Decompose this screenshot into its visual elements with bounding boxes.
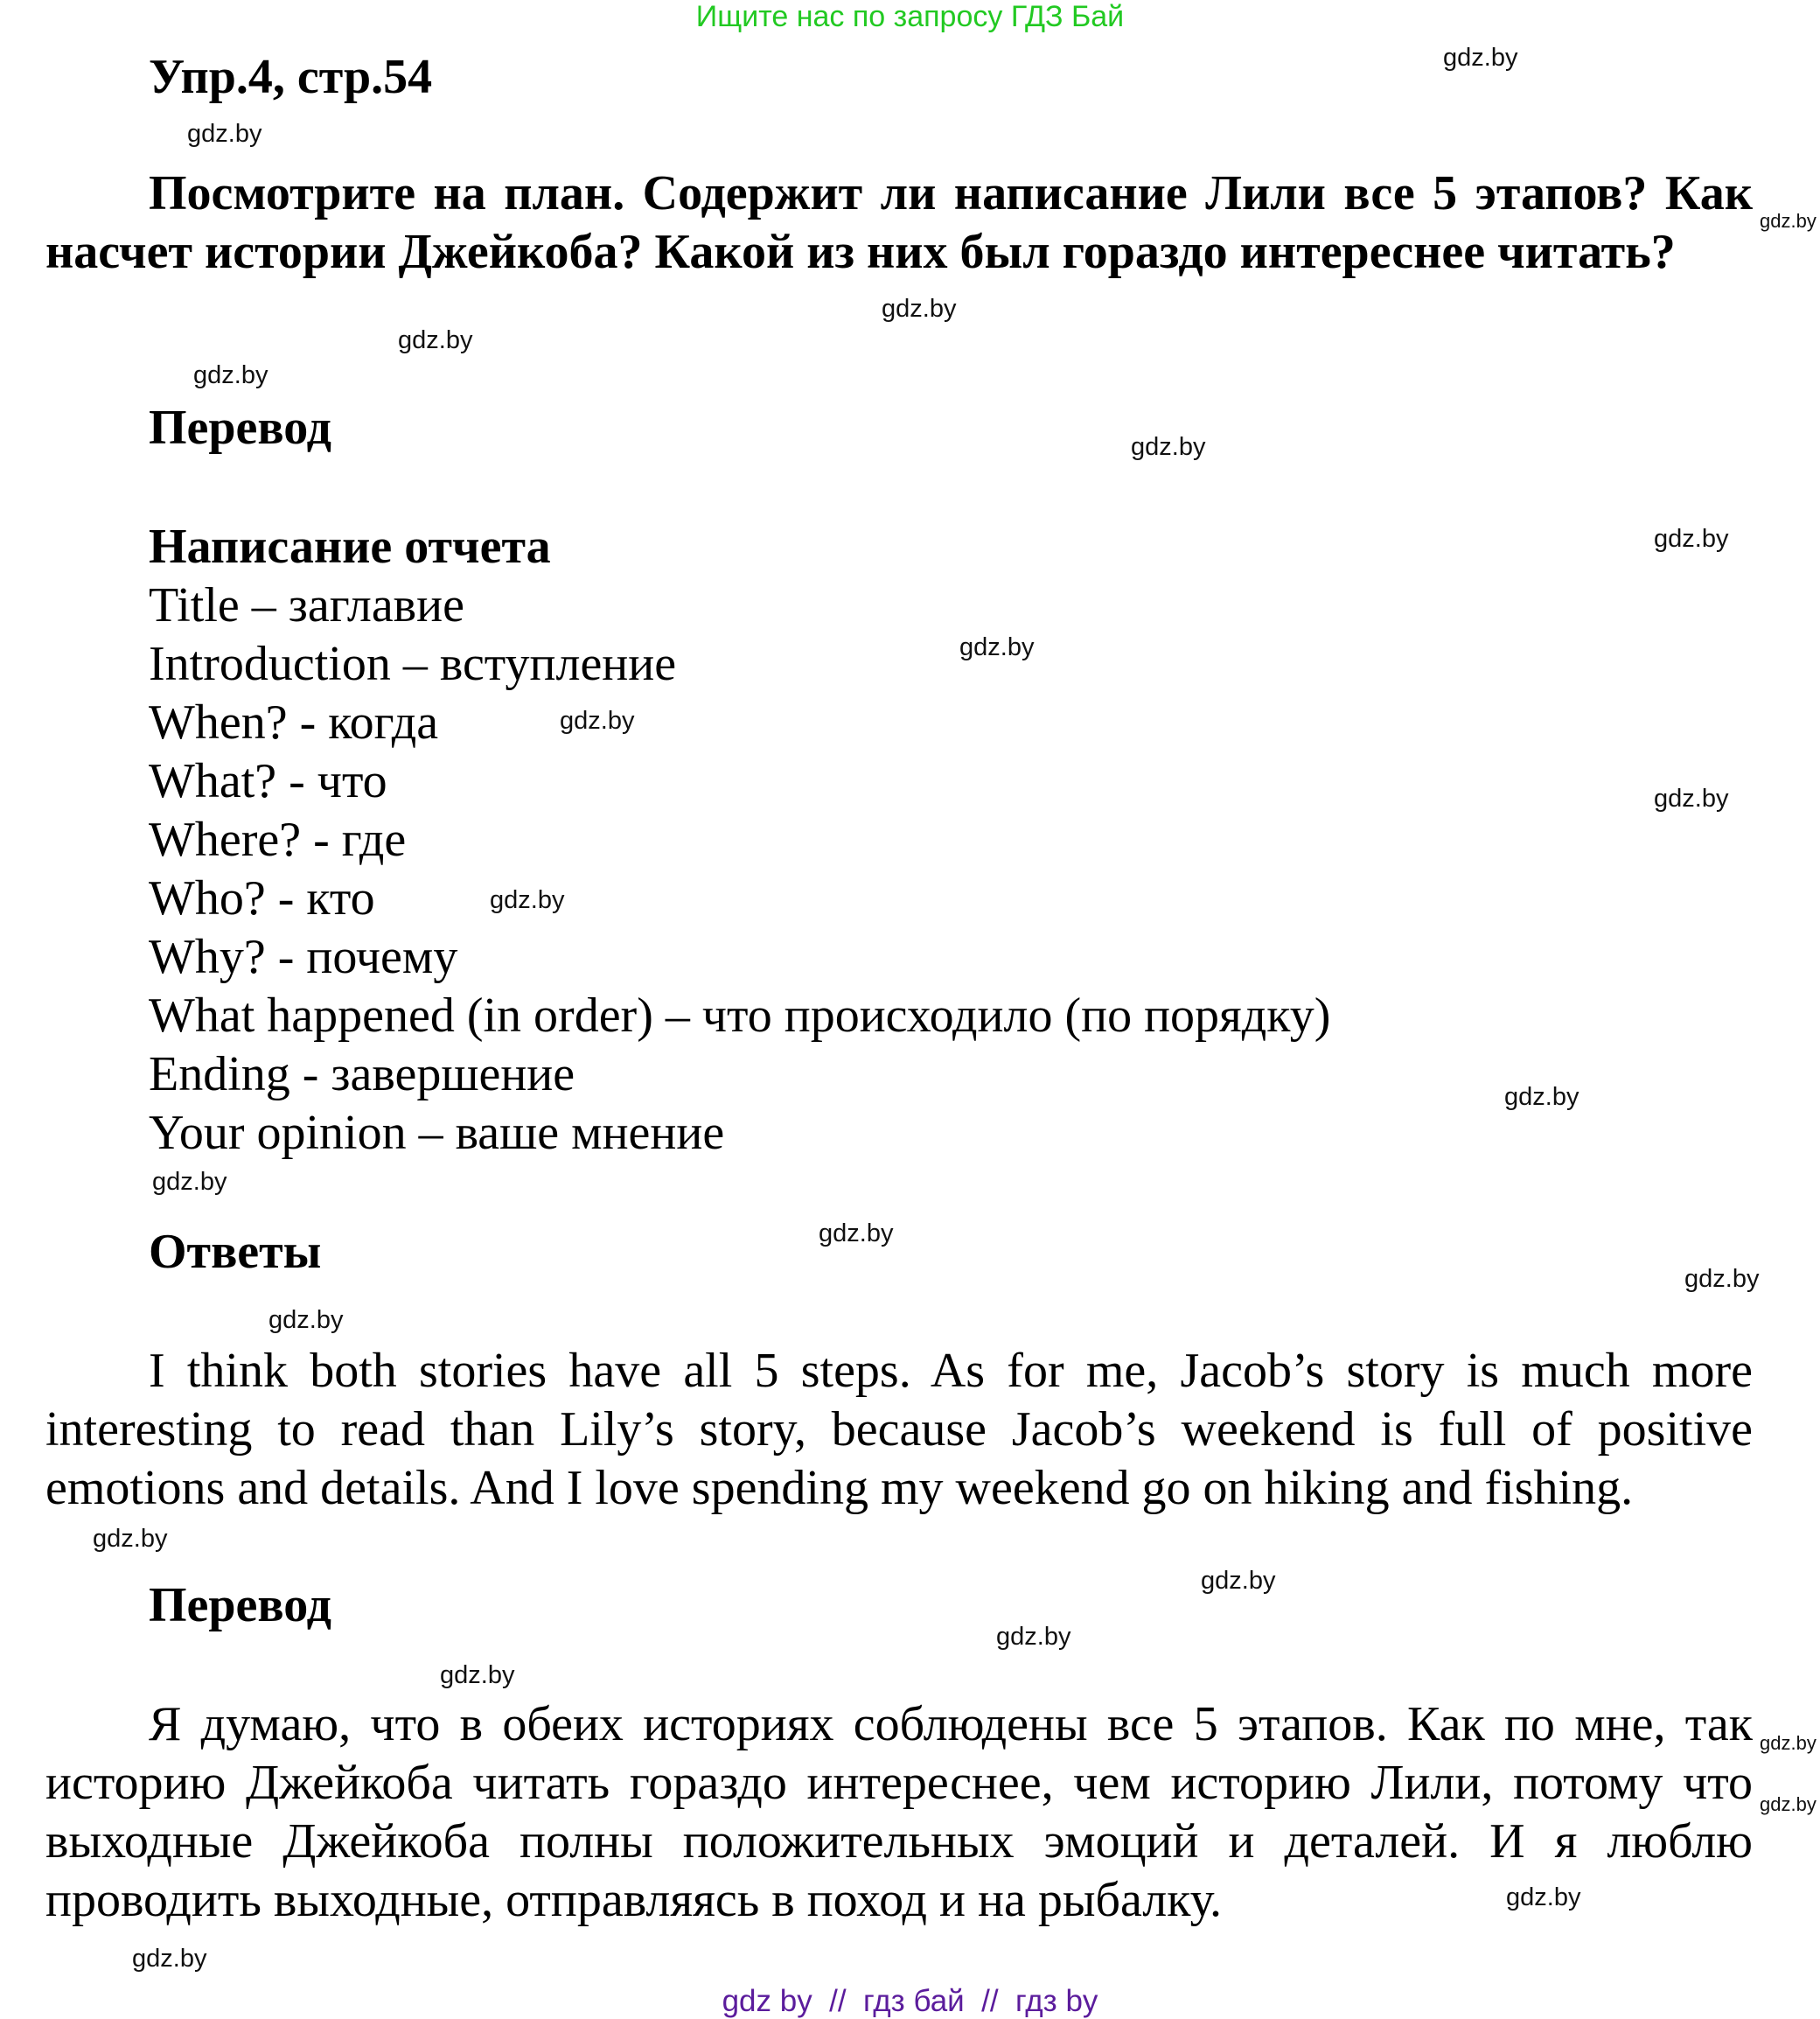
search-hint-banner: Ищите нас по запросу ГДЗ Бай	[695, 0, 1125, 33]
plan-item: What happened (in order) – что происходило (по порядку)	[149, 989, 1331, 1043]
watermark: gdz.by	[398, 326, 473, 354]
exercise-title: Упр.4, стр.54	[149, 50, 433, 104]
watermark: gdz.by	[1760, 1793, 1817, 1815]
plan-heading: Написание отчета	[149, 520, 551, 574]
watermark: gdz.by	[1201, 1567, 1276, 1595]
translation-heading-2: Перевод	[149, 1578, 331, 1632]
watermark: gdz.by	[1654, 525, 1729, 553]
plan-item: Who? - кто	[149, 871, 375, 926]
watermark: gdz.by	[996, 1623, 1071, 1651]
plan-item: Introduction – вступление	[149, 637, 677, 691]
watermark: gdz.by	[268, 1306, 344, 1334]
watermark: gdz.by	[152, 1168, 227, 1196]
watermark: gdz.by	[93, 1525, 168, 1553]
plan-item: Ending - завершение	[149, 1047, 575, 1101]
watermark: gdz.by	[132, 1945, 207, 1973]
footer-links: gdz by // гдз бай // гдз by	[722, 1984, 1098, 2018]
answers-heading: Ответы	[149, 1225, 322, 1279]
translation-heading: Перевод	[149, 401, 331, 455]
watermark: gdz.by	[819, 1219, 894, 1247]
watermark: gdz.by	[1506, 1883, 1581, 1911]
watermark: gdz.by	[490, 886, 565, 914]
watermark: gdz.by	[1684, 1265, 1760, 1293]
question-text: Посмотрите на план. Содержит ли написание Лили все 5 этапов? Как насчет истории Джейкоба? Какой из них был гораздо интереснее читать?	[45, 166, 1753, 279]
answer-translation-text: Я думаю, что в обеих историях соблюдены все 5 этапов. Как по мне, так историю Джейкоба читать гораздо интереснее, чем историю Лили, потому что выходные Джейкоба полны положительных эмоций и деталей. И я люблю проводить выходные, отправляясь в поход и на рыбалку.	[45, 1697, 1753, 1927]
watermark: gdz.by	[959, 633, 1035, 661]
watermark: gdz.by	[560, 707, 635, 735]
watermark: gdz.by	[1760, 1732, 1817, 1754]
watermark: gdz.by	[1131, 433, 1206, 461]
plan-item: When? - когда	[149, 695, 439, 750]
watermark: gdz.by	[440, 1661, 515, 1689]
watermark: gdz.by	[193, 361, 268, 389]
plan-item: Your opinion – ваше мнение	[149, 1106, 725, 1160]
answer-text: I think both stories have all 5 steps. As for me, Jacob’s story is much more interesting to read than Lily’s story, because Jacob’s weekend is full of positive emotions and details. And I love spending my weekend go on hiking and fishing.	[45, 1344, 1753, 1515]
report-plan	[45, 518, 1820, 1163]
plan-item: What? - что	[149, 754, 387, 808]
watermark: gdz.by	[1654, 785, 1729, 813]
watermark: gdz.by	[1504, 1083, 1579, 1111]
plan-item: Why? - почему	[149, 930, 458, 984]
watermark: gdz.by	[882, 295, 957, 323]
watermark: gdz.by	[1443, 44, 1518, 72]
watermark: gdz.by	[187, 120, 262, 148]
plan-item: Title – заглавие	[149, 578, 464, 632]
plan-item: Where? - где	[149, 813, 407, 867]
watermark: gdz.by	[1760, 210, 1817, 232]
